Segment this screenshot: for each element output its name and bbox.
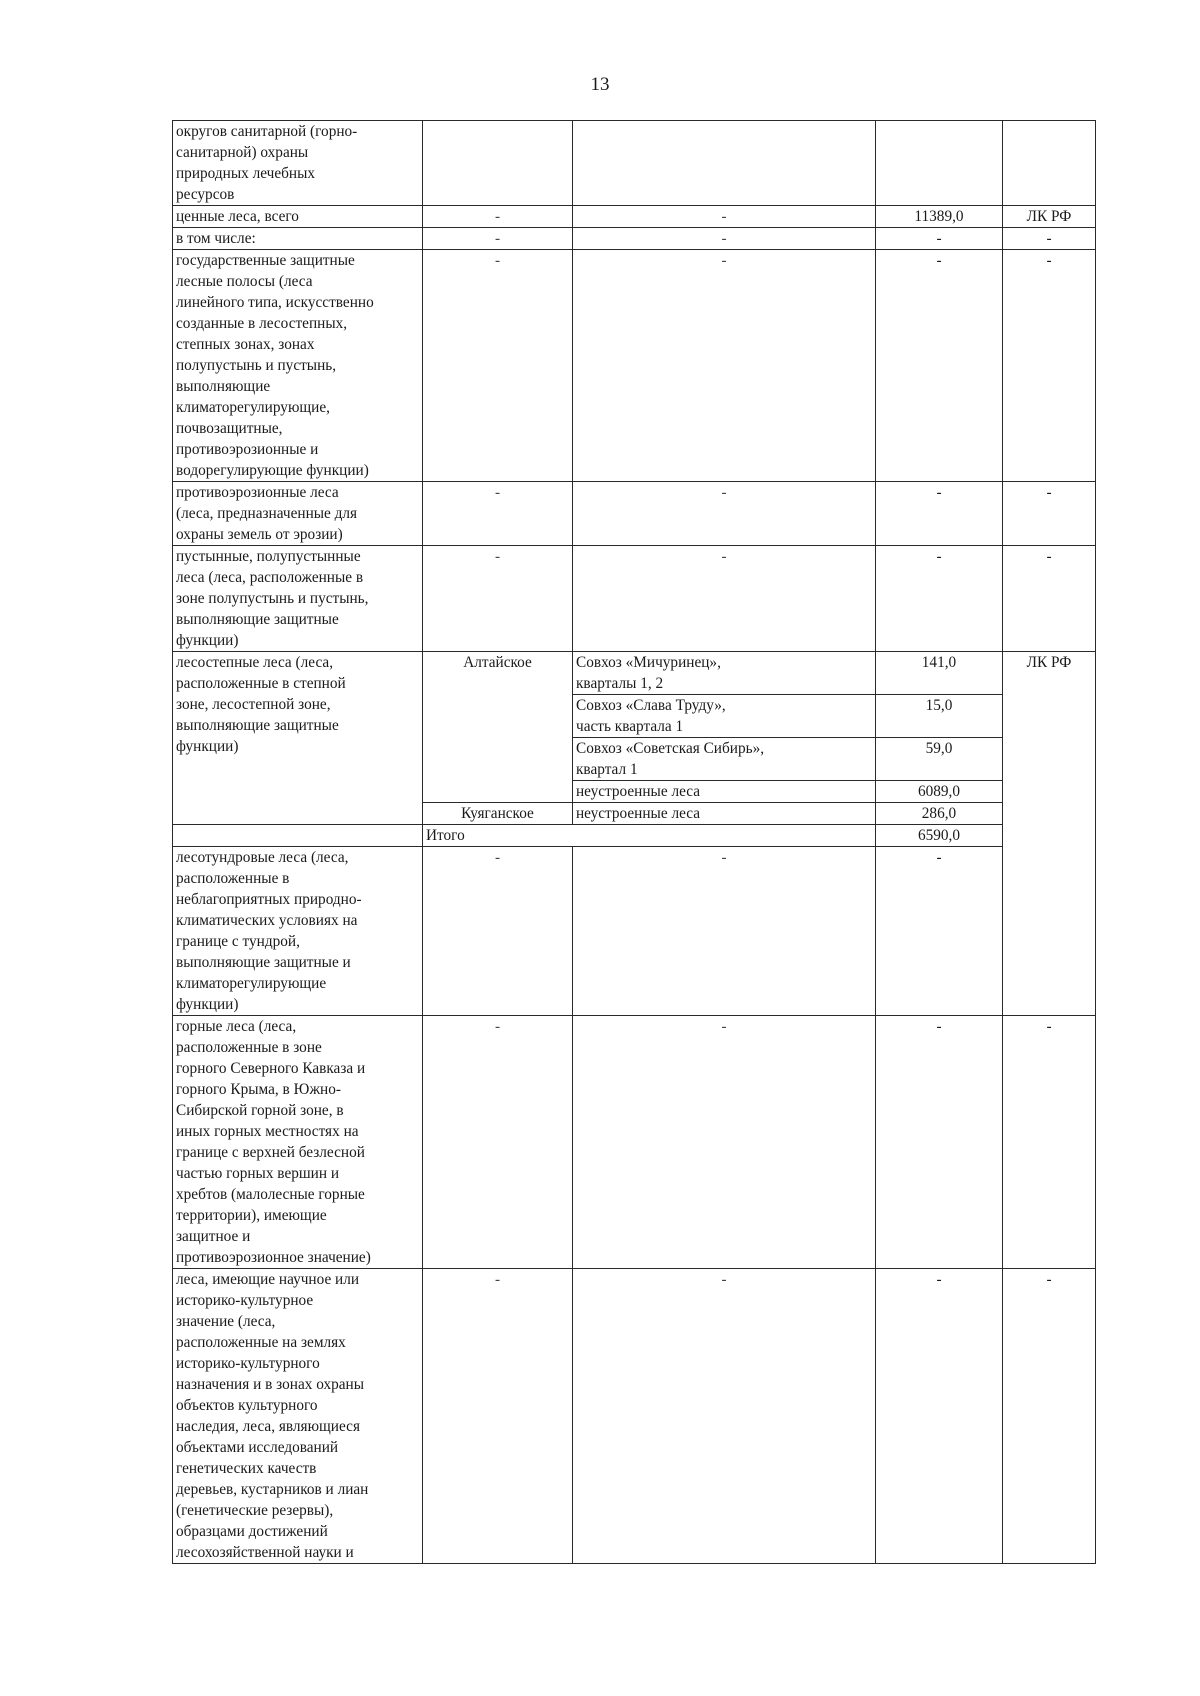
category-cell: ценные леса, всего (173, 206, 423, 228)
table-row (173, 121, 1096, 206)
legal-basis-cell: - (1003, 250, 1096, 482)
location-cell: - (573, 206, 876, 228)
location-cell: - (573, 228, 876, 250)
area-cell: 286,0 (876, 803, 1003, 825)
location-cell: - (573, 1016, 876, 1269)
category-cell: в том числе: (173, 228, 423, 250)
area-cell: 11389,0 (876, 206, 1003, 228)
location-cell: - (573, 1269, 876, 1564)
district-cell: Куяганское (423, 803, 573, 825)
district-cell: - (423, 1016, 573, 1269)
total-row (173, 825, 1096, 847)
legal-basis-cell (1003, 121, 1096, 206)
legal-basis-cell: - (1003, 482, 1096, 546)
category-cell: противоэрозионные леса (леса, предназначенные для охраны земель от эрозии) (173, 482, 423, 546)
category-cell: округов санитарной (горно- санитарной) охраны природных лечебных ресурсов (173, 121, 423, 206)
area-cell (876, 121, 1003, 206)
category-cell (173, 825, 423, 847)
location-cell: - (573, 250, 876, 482)
area-cell: - (876, 1016, 1003, 1269)
area-cell: - (876, 250, 1003, 482)
legal-basis-cell: - (1003, 1016, 1096, 1269)
legal-basis-cell: ЛК РФ (1003, 652, 1096, 1016)
area-cell: 59,0 (876, 738, 1003, 781)
page-number: 13 (590, 74, 610, 95)
legal-basis-cell: - (1003, 228, 1096, 250)
location-cell: Совхоз «Слава Труду», часть квартала 1 (573, 695, 876, 738)
district-cell: - (423, 228, 573, 250)
area-cell: - (876, 1269, 1003, 1564)
district-cell: - (423, 546, 573, 652)
district-cell (423, 121, 573, 206)
category-cell: леса, имеющие научное или историко-культурное значение (леса, расположенные на землях историко-культурного назначения и в зонах охраны объектов культурного наследия, леса, являющиеся объектами исследований генетических качеств деревьев, кустарников и лиан (генетические резервы), образцами достижений лесохозяйственной науки и (173, 1269, 423, 1564)
forest-table (172, 120, 1096, 1564)
table-row (173, 546, 1096, 652)
area-cell: - (876, 847, 1003, 1016)
location-cell: неустроенные леса (573, 781, 876, 803)
area-cell: 6089,0 (876, 781, 1003, 803)
legal-basis-cell: - (1003, 546, 1096, 652)
total-label: Итого (423, 825, 876, 847)
district-cell: - (423, 482, 573, 546)
total-area: 6590,0 (876, 825, 1003, 847)
table-row (173, 652, 1096, 695)
location-cell: - (573, 546, 876, 652)
district-cell: - (423, 847, 573, 1016)
location-cell: неустроенные леса (573, 803, 876, 825)
category-cell: лесостепные леса (леса, расположенные в степной зоне, лесостепной зоне, выполняющие защитные функции) (173, 652, 423, 825)
category-cell: горные леса (леса, расположенные в зоне горного Северного Кавказа и горного Крыма, в Южно- Сибирской горной зоне, в иных горных местностях на границе с верхней безлесной частью горных вершин и хребтов (малолесные горные территории), имеющие защитное и противоэрозионное значение) (173, 1016, 423, 1269)
location-cell: Совхоз «Советская Сибирь», квартал 1 (573, 738, 876, 781)
table-row (173, 1016, 1096, 1269)
category-cell: лесотундровые леса (леса, расположенные в неблагоприятных природно- климатических условиях на границе с тундрой, выполняющие защитные и климаторегулирующие функции) (173, 847, 423, 1016)
district-cell: Алтайское (423, 652, 573, 803)
table-body (173, 121, 1096, 1564)
area-cell: 141,0 (876, 652, 1003, 695)
table-row (173, 1269, 1096, 1564)
location-cell (573, 121, 876, 206)
location-cell: Совхоз «Мичуринец», кварталы 1, 2 (573, 652, 876, 695)
table-row (173, 482, 1096, 546)
location-cell: - (573, 482, 876, 546)
table-row (173, 206, 1096, 228)
legal-basis-cell: - (1003, 1269, 1096, 1564)
area-cell: - (876, 546, 1003, 652)
area-cell: - (876, 228, 1003, 250)
table-row (173, 250, 1096, 482)
area-cell: - (876, 482, 1003, 546)
location-cell: - (573, 847, 876, 1016)
area-cell: 15,0 (876, 695, 1003, 738)
district-cell: - (423, 250, 573, 482)
category-cell: пустынные, полупустынные леса (леса, расположенные в зоне полупустынь и пустынь, выполняющие защитные функции) (173, 546, 423, 652)
district-cell: - (423, 1269, 573, 1564)
district-cell: - (423, 206, 573, 228)
legal-basis-cell: ЛК РФ (1003, 206, 1096, 228)
category-cell: государственные защитные лесные полосы (леса линейного типа, искусственно созданные в лесостепных, степных зонах, зонах полупустынь и пустынь, выполняющие климаторегулирующие, почвозащитные, противоэрозионные и водорегулирующие функции) (173, 250, 423, 482)
table-row (173, 847, 1096, 1016)
table-row (173, 228, 1096, 250)
